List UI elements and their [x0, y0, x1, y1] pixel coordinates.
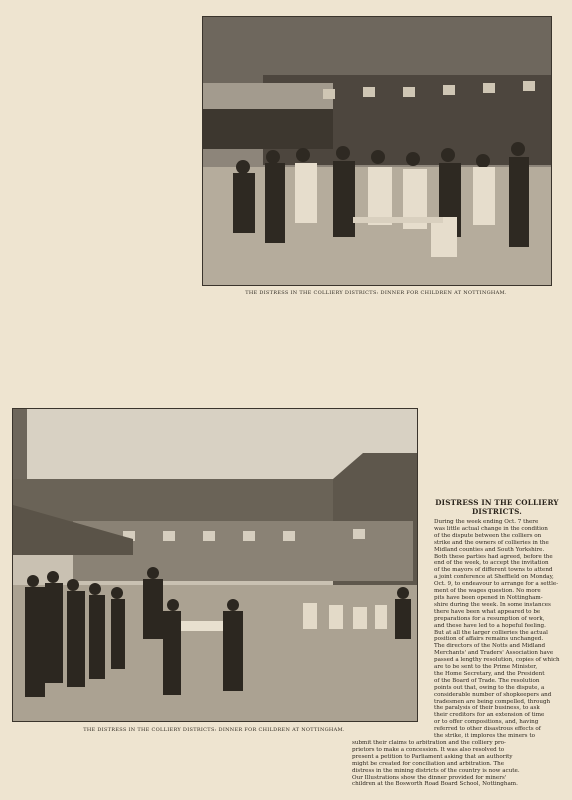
article — [352, 499, 566, 788]
article-text-line: preparations for a resumption of work, — [434, 615, 545, 622]
article-text-line: the Home Secretary, and the President — [434, 670, 545, 677]
article-text-line: points out that, owing to the dispute, a — [434, 684, 545, 691]
headline-line: DISTRICTS. — [472, 507, 522, 516]
article-text-line: there have been what appeared to be — [434, 608, 541, 615]
article-text-line: referred to other disastrous effects of — [434, 726, 541, 733]
article-text-line: the strike, it implores the miners to — [434, 733, 535, 740]
article-text-line: pits have been opened in Nottingham- — [434, 594, 543, 601]
article-text-line: might be created for conciliation and arbitration. The — [352, 760, 505, 767]
article-text-line: Oct. 9, to endeavour to arrange for a settle- — [434, 581, 559, 588]
article-text-line: Our Illustrations show the dinner provided for miners' — [352, 774, 507, 781]
article-text-line: of the dispute between the colliers on — [434, 532, 542, 539]
article-text-line: their creditors for an extension of time — [434, 712, 545, 719]
article-text-line: tradesmen are being compelled, through — [434, 698, 551, 705]
article-text-line: submit their claims to arbitration and the colliery pro- — [352, 740, 506, 746]
article-text-line: strike and the owners of collieries in the — [434, 539, 549, 546]
photo-dinner-top — [202, 16, 552, 286]
article-text-line: children at the Bosworth Road Board School, Nottingham. — [352, 781, 518, 788]
article-text-line: end of the week, to accept the invitation — [434, 560, 549, 567]
article-text-line: or to offer compositions, and, having — [434, 719, 539, 726]
article-text-line: present a petition to Parliament asking that an authority — [352, 753, 513, 760]
article-text-line: and these have led to a hopeful feeling. — [434, 622, 546, 629]
article-text-line: Both these parties had agreed, before the — [434, 553, 553, 560]
article-text-line: of the Board of Trade. The resolution — [434, 677, 540, 684]
article-text-line: prietors to make a concession. It was also resolved to — [352, 746, 505, 753]
article-text-line: Midland counties and South Yorkshire. — [434, 546, 545, 553]
article-text-line: But at all the larger collieries the actual — [434, 629, 548, 636]
article-text-line: a joint conference at Sheffield on Monday, — [434, 574, 554, 581]
article-body-full — [352, 740, 566, 788]
article-body-column — [434, 519, 564, 740]
article-text-line: are to be sent to the Prime Minister, — [434, 664, 538, 671]
article-text-line: shire during the week. In some instances — [434, 601, 551, 608]
article-text-line: ment of the wages question. No more — [434, 588, 541, 595]
article-text-line: Merchants' and Traders' Association have — [434, 650, 554, 657]
article-text-line: considerable number of shopkeepers and — [434, 691, 552, 698]
headline-line: DISTRESS IN THE COLLIERY — [435, 499, 559, 507]
article-text-line: position of affairs remains unchanged. — [434, 636, 544, 643]
article-text-line: distress in the mining districts of the country is now acute. — [352, 767, 520, 774]
article-text-line: During the week ending Oct. 7 there — [434, 519, 539, 525]
article-text-line: passed a lengthy resolution, copies of which — [434, 657, 560, 664]
article-text-line: was little actual change in the condition — [434, 525, 548, 532]
article-text-line: The directors of the Notts and Midland — [434, 643, 546, 650]
article-headline — [430, 499, 564, 516]
photo-caption-top: THE DISTRESS IN THE COLLIERY DISTRICTS: DINNER FOR CHILDREN AT NOTTINGHAM. — [245, 290, 507, 296]
article-text-line: the paralysis of their business, to ask — [434, 705, 540, 712]
photo-caption-bottom: THE DISTRESS IN THE COLLIERY DISTRICTS: DINNER FOR CHILDREN AT NOTTINGHAM. — [83, 727, 345, 733]
article-text-line: of the mayors of different towns to attend — [434, 567, 553, 574]
halftone-photo-top — [203, 17, 551, 285]
